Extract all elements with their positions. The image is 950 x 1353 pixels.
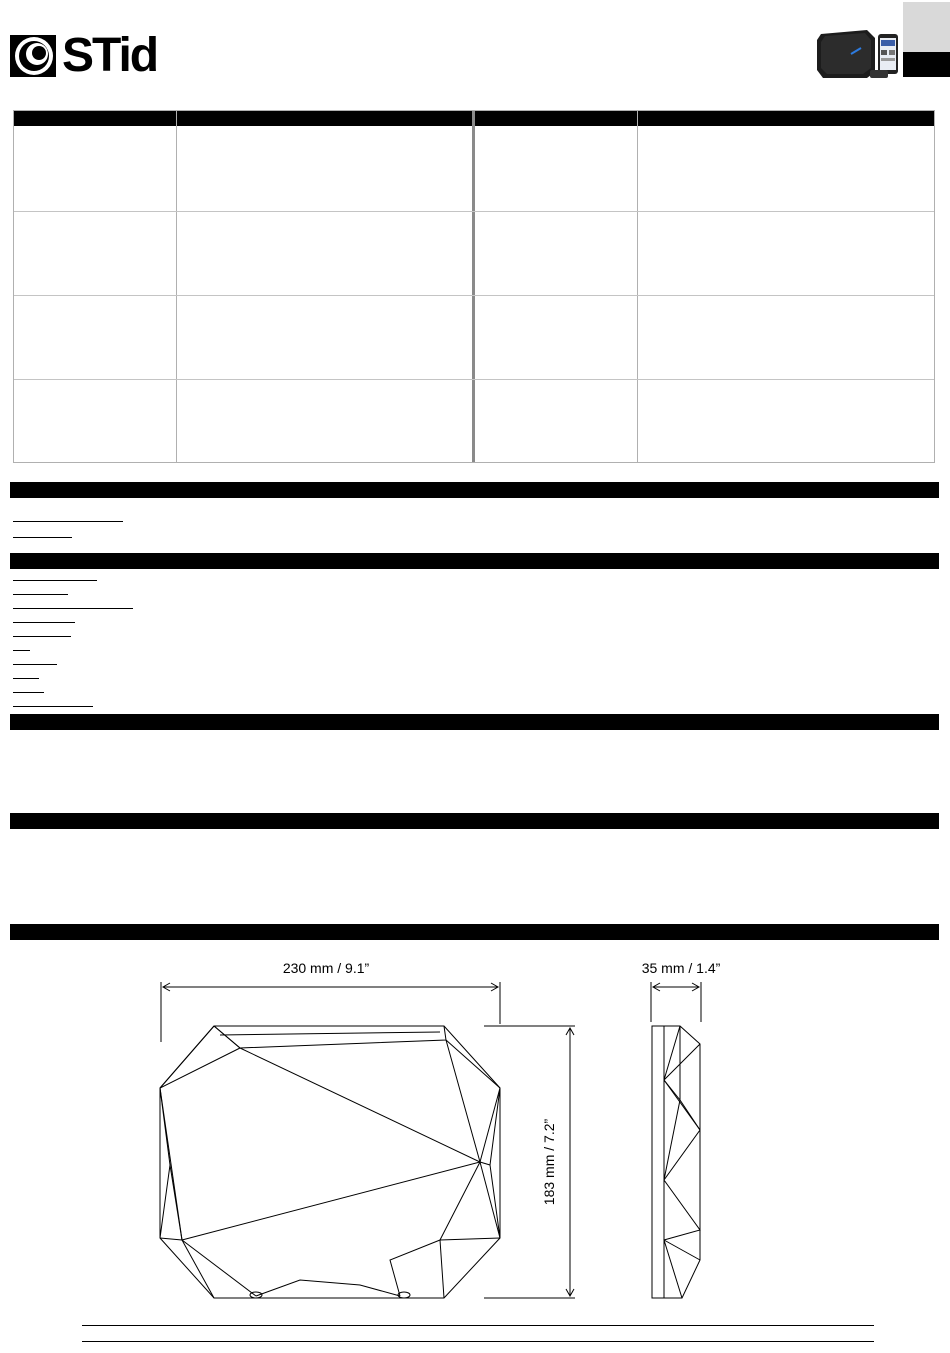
underline-link[interactable] [13,706,93,707]
depth-label: 35 mm / 1.4” [641,960,721,976]
underline-link[interactable] [13,622,75,623]
underline-link[interactable] [13,678,39,679]
table-row-divider [14,211,934,212]
table-divider [176,111,177,462]
dimension-drawing [0,940,950,1353]
underline-link[interactable] [13,608,133,609]
section-header-bar [10,553,939,569]
section-header-bar [10,924,939,940]
brand-name: STid [62,29,158,82]
table-row-divider [14,379,934,380]
corner-tab [903,2,950,52]
reader-front-outline [160,1026,500,1298]
underline-link[interactable] [13,521,123,522]
width-label: 230 mm / 9.1” [282,960,370,976]
underline-link[interactable] [13,650,30,651]
spec-table [13,110,935,463]
footer-divider [82,1325,874,1326]
section-header-bar [10,714,939,730]
reader-side-outline [652,1026,700,1298]
table-row-divider [14,295,934,296]
underline-link[interactable] [13,692,44,693]
section-header-bar [10,482,939,498]
stid-logo-icon [10,33,62,79]
table-divider [637,111,638,462]
underline-link[interactable] [13,636,71,637]
reader-product-icon [815,28,903,80]
section-header-bar [10,813,939,829]
underline-link[interactable] [13,594,68,595]
corner-tab-dark [903,52,950,77]
underline-link[interactable] [13,664,57,665]
stid-logo [10,29,158,82]
height-label: 183 mm / 7.2” [541,1118,557,1206]
underline-link[interactable] [13,580,97,581]
footer-divider [82,1341,874,1342]
table-divider [472,111,475,462]
underline-link[interactable] [13,537,72,538]
